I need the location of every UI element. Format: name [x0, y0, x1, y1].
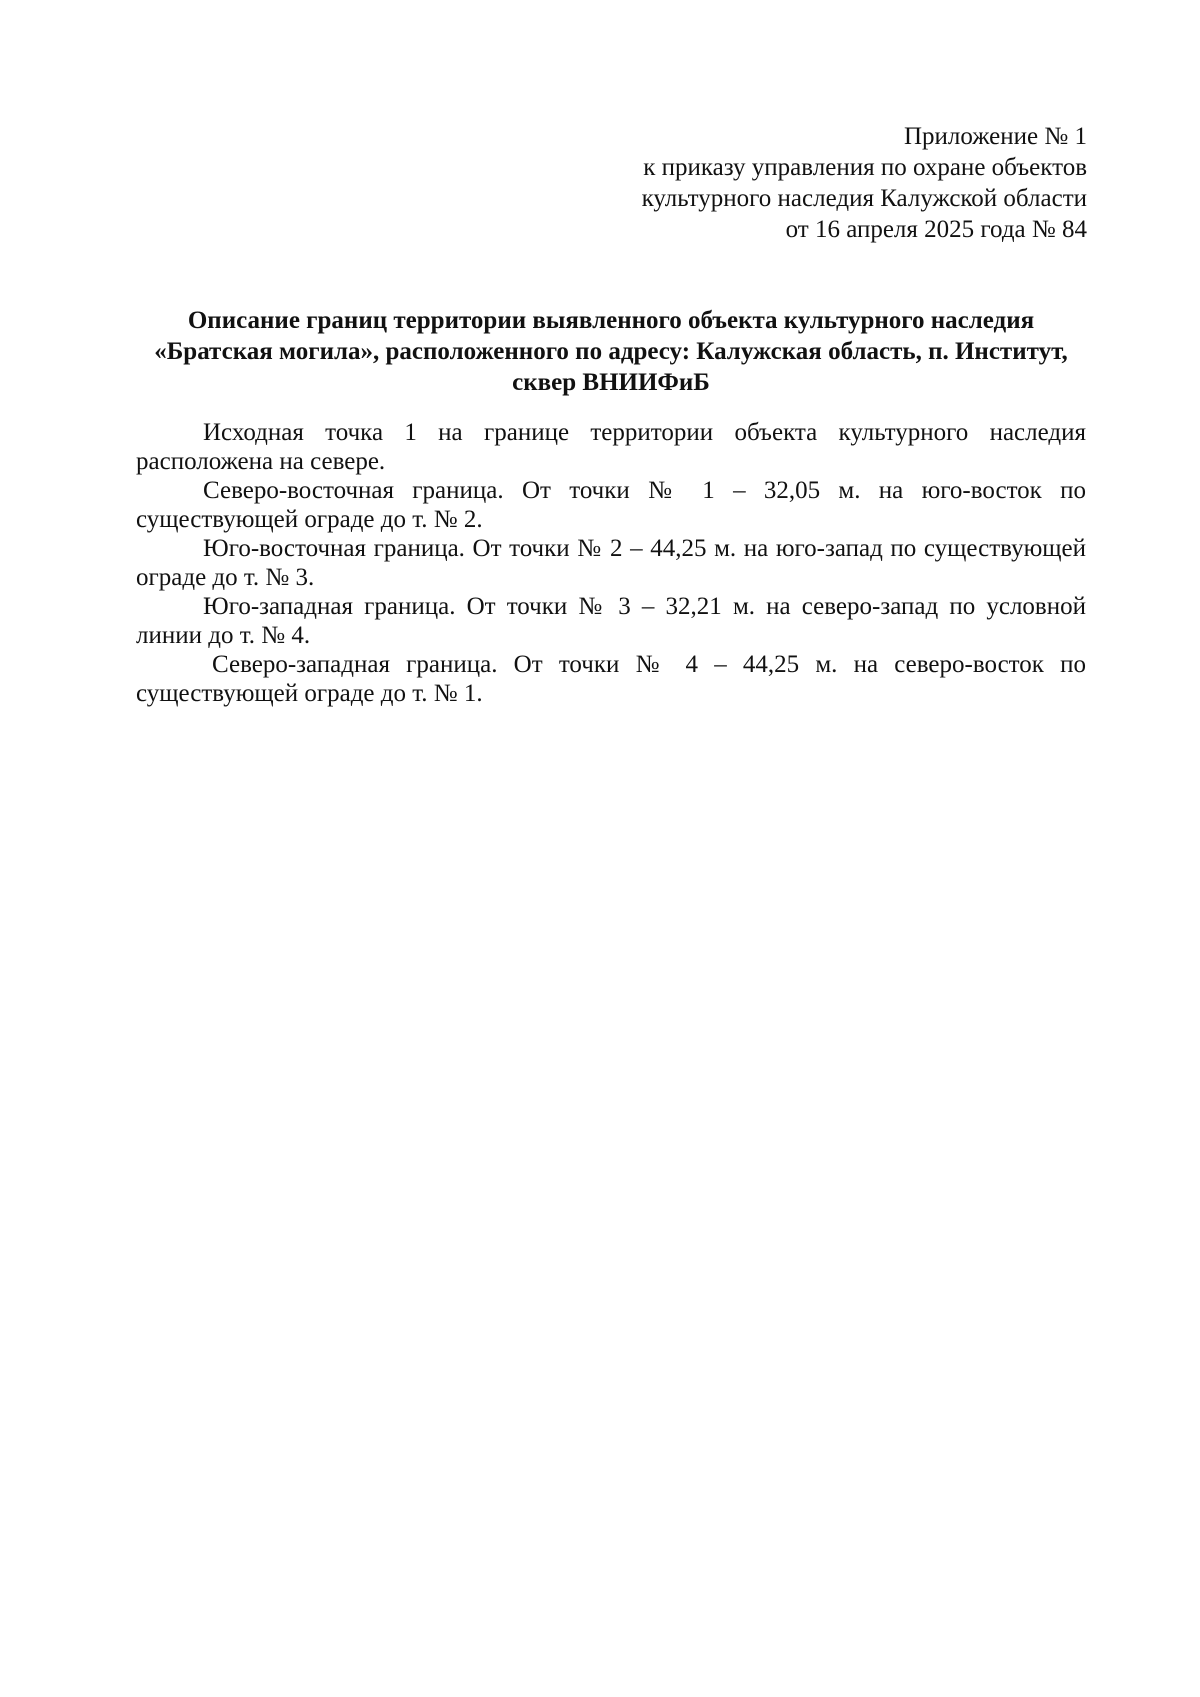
southwest-boundary-paragraph: Юго-западная граница. От точки № 3 – 32,21 м. на северо-запад по условной линии до т. № 4.	[136, 593, 1086, 649]
title-line-1: Описание границ территории выявленного объекта культурного наследия	[187, 307, 1035, 334]
order-date-number: от 16 апреля 2025 года № 84	[785, 216, 1087, 243]
appendix-number: Приложение № 1	[903, 123, 1087, 150]
title-line-3: сквер ВНИИФиБ	[512, 369, 710, 396]
northwest-boundary-paragraph: Северо-западная граница. От точки № 4 – 44,25 м. на северо-восток по существующей ограде до т. № 1.	[136, 651, 1086, 707]
starting-point-paragraph: Исходная точка 1 на границе территории объекта культурного наследия расположена на севере.	[136, 419, 1086, 475]
appendix-header	[642, 121, 1087, 245]
issuing-authority: культурного наследия Калужской области	[641, 185, 1087, 212]
order-reference: к приказу управления по охране объектов	[643, 154, 1087, 181]
boundary-description	[136, 418, 1086, 708]
title-line-2: «Братская могила», расположенного по адресу: Калужская область, п. Институт,	[154, 338, 1068, 365]
document-title	[136, 305, 1086, 398]
northeast-boundary-paragraph: Северо-восточная граница. От точки № 1 – 32,05 м. на юго-восток по существующей ограде до т. № 2.	[136, 477, 1086, 533]
southeast-boundary-paragraph: Юго-восточная граница. От точки № 2 – 44,25 м. на юго-запад по существующей ограде до т. № 3.	[136, 535, 1086, 591]
